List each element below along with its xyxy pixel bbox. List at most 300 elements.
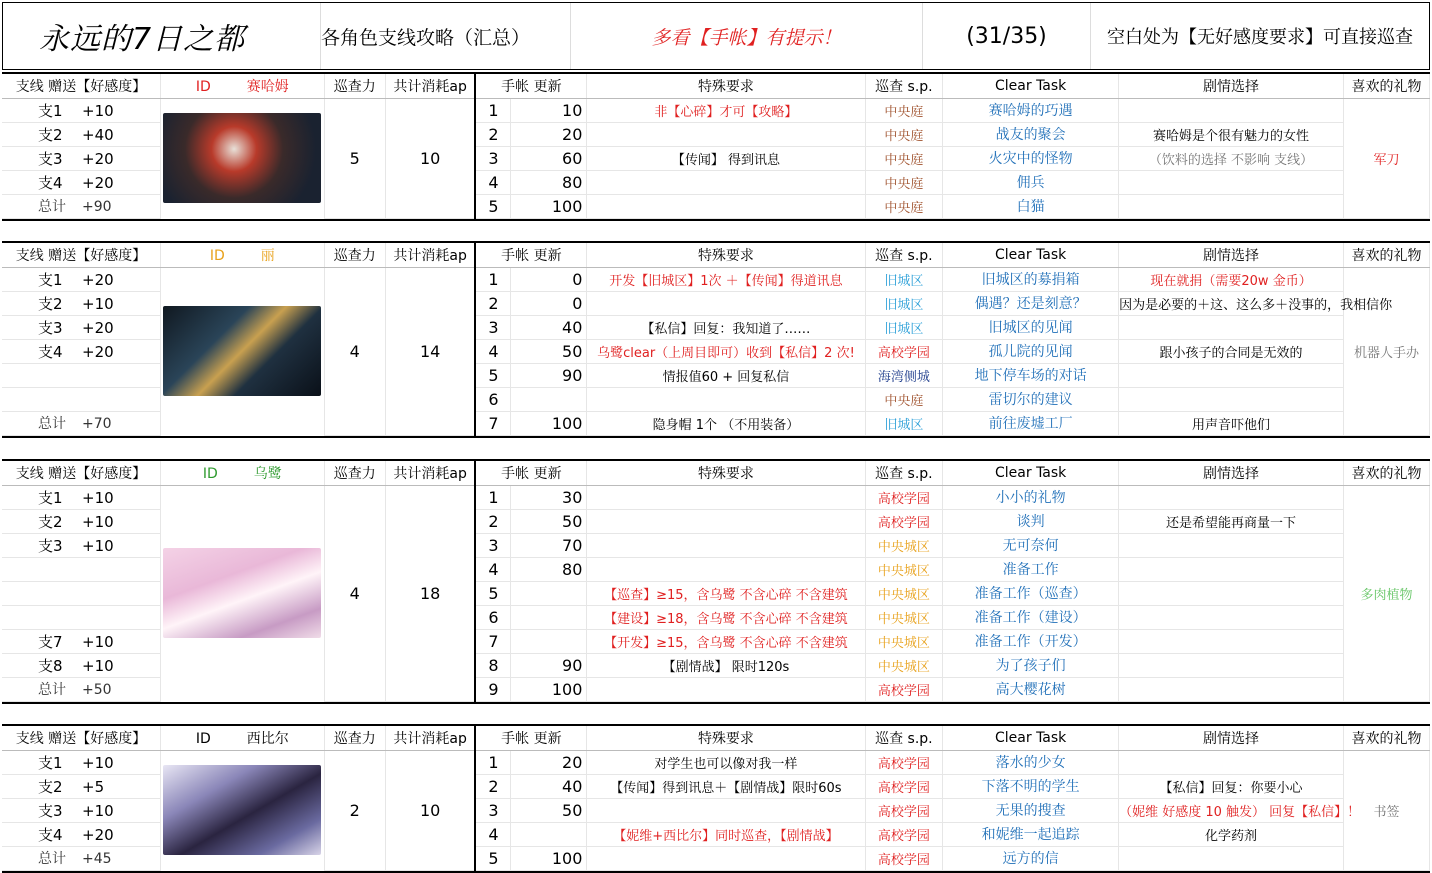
patrol-location: 中央城区 bbox=[865, 581, 943, 605]
affinity-cell bbox=[2, 291, 160, 315]
affinity-cell bbox=[2, 146, 160, 170]
header-ap: 共计消耗ap bbox=[385, 726, 475, 750]
diary-update: 50 bbox=[510, 798, 587, 822]
diary-update: 90 bbox=[510, 653, 587, 677]
ap-total: 14 bbox=[385, 267, 475, 435]
id-label: ID bbox=[202, 465, 218, 482]
patrol-location: 高校学园 bbox=[865, 846, 943, 870]
header-patrol: 巡查力 bbox=[324, 243, 385, 267]
diary-update bbox=[510, 581, 587, 605]
affinity-cell bbox=[2, 798, 160, 822]
special-requirement: 【妮维+西比尔】同时巡查，【剧情战】 bbox=[587, 822, 865, 846]
diary-update: 20 bbox=[510, 122, 587, 146]
plot-choice bbox=[1119, 363, 1344, 387]
affinity-cell bbox=[2, 267, 160, 291]
header-patrol: 巡查力 bbox=[324, 726, 385, 750]
plot-choice bbox=[1119, 653, 1344, 677]
affinity-cell bbox=[2, 677, 160, 701]
plot-choice bbox=[1119, 846, 1344, 870]
affinity-value: +45 bbox=[82, 851, 112, 867]
table-header-row bbox=[2, 461, 1430, 485]
step-index: 6 bbox=[475, 605, 510, 629]
clear-task: 赛哈姆的巧遇 bbox=[943, 98, 1119, 122]
plot-choice bbox=[1119, 315, 1344, 339]
branch-label: 总计 bbox=[38, 682, 66, 698]
branch-label: 支4 bbox=[38, 173, 63, 192]
patrol-power: 4 bbox=[324, 485, 385, 701]
plot-choice: 还是希望能再商量一下 bbox=[1119, 509, 1344, 533]
plot-choice bbox=[1119, 98, 1344, 122]
header-sp: 巡查 s.p. bbox=[865, 726, 943, 750]
special-requirement bbox=[587, 122, 865, 146]
plot-choice: 现在就捐（需要20w 金币） bbox=[1119, 267, 1344, 291]
patrol-power: 2 bbox=[324, 750, 385, 870]
clear-task: 准备工作 bbox=[943, 557, 1119, 581]
step-index: 3 bbox=[475, 798, 510, 822]
patrol-location: 中央城区 bbox=[865, 533, 943, 557]
plot-choice: 用声音吓他们 bbox=[1119, 411, 1344, 435]
header-affinity: 支线 赠送【好感度】 bbox=[2, 726, 160, 750]
character-section bbox=[2, 459, 1430, 704]
table-header-row bbox=[2, 726, 1430, 750]
guide-table bbox=[2, 74, 1430, 219]
header-clear-task: Clear Task bbox=[943, 74, 1119, 98]
note-text: 空白处为【无好感度要求】可直接巡查 bbox=[1107, 27, 1413, 48]
branch-label: 支4 bbox=[38, 342, 63, 361]
branch-label: 总计 bbox=[38, 851, 66, 867]
clear-task: 谈判 bbox=[943, 509, 1119, 533]
affinity-value: +10 bbox=[82, 656, 114, 675]
branch-label: 支1 bbox=[38, 270, 63, 289]
diary-update bbox=[510, 629, 587, 653]
patrol-location: 旧城区 bbox=[865, 267, 943, 291]
character-portrait bbox=[163, 765, 321, 855]
affinity-cell bbox=[2, 846, 160, 870]
branch-label: 支2 bbox=[38, 777, 63, 796]
step-index: 1 bbox=[475, 267, 510, 291]
patrol-location: 中央城区 bbox=[865, 605, 943, 629]
step-index: 5 bbox=[475, 363, 510, 387]
branch-label: 支2 bbox=[38, 294, 63, 313]
diary-update: 0 bbox=[510, 291, 587, 315]
clear-task: 和妮维一起追踪 bbox=[943, 822, 1119, 846]
affinity-cell bbox=[2, 605, 160, 629]
diary-update: 50 bbox=[510, 339, 587, 363]
special-requirement: 【剧情战】 限时120s bbox=[587, 653, 865, 677]
clear-task: 准备工作（巡查） bbox=[943, 581, 1119, 605]
special-requirement: 【私信】回复：我知道了…… bbox=[587, 315, 865, 339]
affinity-cell bbox=[2, 557, 160, 581]
step-index: 4 bbox=[475, 170, 510, 194]
character-name: 赛哈姆 bbox=[246, 78, 289, 95]
branch-label: 支3 bbox=[38, 801, 63, 820]
step-index: 8 bbox=[475, 653, 510, 677]
patrol-location: 高校学园 bbox=[865, 774, 943, 798]
plot-choice bbox=[1119, 677, 1344, 701]
patrol-location: 中央庭 bbox=[865, 387, 943, 411]
header-update: 手帐 更新 bbox=[475, 461, 586, 485]
header-plot: 剧情选择 bbox=[1119, 243, 1344, 267]
table-row bbox=[2, 485, 1430, 509]
ap-total: 10 bbox=[385, 750, 475, 870]
plot-choice bbox=[1119, 750, 1344, 774]
diary-update: 100 bbox=[510, 194, 587, 218]
plot-choice: （妮维 好感度 10 触发） 回复【私信】！ bbox=[1119, 798, 1344, 822]
affinity-cell bbox=[2, 533, 160, 557]
affinity-cell bbox=[2, 363, 160, 387]
branch-label: 支2 bbox=[38, 125, 63, 144]
character-portrait bbox=[163, 113, 321, 203]
plot-choice bbox=[1119, 194, 1344, 218]
clear-task: 雷切尔的建议 bbox=[943, 387, 1119, 411]
guide-table bbox=[2, 243, 1430, 436]
diary-update: 100 bbox=[510, 846, 587, 870]
header-update: 手帐 更新 bbox=[475, 726, 586, 750]
diary-update: 20 bbox=[510, 750, 587, 774]
step-index: 4 bbox=[475, 557, 510, 581]
header-id bbox=[160, 461, 324, 485]
patrol-location: 中央城区 bbox=[865, 557, 943, 581]
step-index: 9 bbox=[475, 677, 510, 701]
patrol-location: 中央庭 bbox=[865, 146, 943, 170]
patrol-power: 4 bbox=[324, 267, 385, 435]
header-requirement: 特殊要求 bbox=[587, 726, 865, 750]
clear-task: 下落不明的学生 bbox=[943, 774, 1119, 798]
step-index: 5 bbox=[475, 846, 510, 870]
affinity-cell bbox=[2, 485, 160, 509]
branch-label: 支3 bbox=[38, 536, 63, 555]
header-patrol: 巡查力 bbox=[324, 74, 385, 98]
plot-choice bbox=[1119, 629, 1344, 653]
favorite-gift: 书签 bbox=[1344, 750, 1430, 870]
clear-task: 高大樱花树 bbox=[943, 677, 1119, 701]
id-label: ID bbox=[195, 78, 211, 95]
header-id bbox=[160, 726, 324, 750]
plot-choice: 【私信】回复：你要小心 bbox=[1119, 774, 1344, 798]
special-requirement bbox=[587, 533, 865, 557]
header-patrol: 巡查力 bbox=[324, 461, 385, 485]
patrol-location: 中央庭 bbox=[865, 194, 943, 218]
affinity-cell bbox=[2, 122, 160, 146]
affinity-value: +20 bbox=[82, 825, 114, 844]
plot-choice: （饮料的选择 不影响 支线） bbox=[1119, 146, 1344, 170]
clear-task: 准备工作（开发） bbox=[943, 629, 1119, 653]
branch-label: 支1 bbox=[38, 101, 63, 120]
character-name: 丽 bbox=[260, 247, 275, 264]
ap-total: 18 bbox=[385, 485, 475, 701]
step-index: 2 bbox=[475, 122, 510, 146]
portrait-cell bbox=[160, 485, 324, 701]
affinity-value: +20 bbox=[82, 149, 114, 168]
step-index: 5 bbox=[475, 581, 510, 605]
clear-task: 孤儿院的见闻 bbox=[943, 339, 1119, 363]
clear-task: 佣兵 bbox=[943, 170, 1119, 194]
diary-update: 40 bbox=[510, 774, 587, 798]
clear-task: 旧城区的募捐箱 bbox=[943, 267, 1119, 291]
character-portrait bbox=[163, 306, 321, 396]
affinity-value: +40 bbox=[82, 125, 114, 144]
header-gift: 喜欢的礼物 bbox=[1344, 726, 1430, 750]
header-affinity: 支线 赠送【好感度】 bbox=[2, 243, 160, 267]
portrait-cell bbox=[160, 267, 324, 435]
branch-label: 支2 bbox=[38, 512, 63, 531]
clear-task: 火灾中的怪物 bbox=[943, 146, 1119, 170]
header-id bbox=[160, 243, 324, 267]
special-requirement: 【传闻】 得到讯息 bbox=[587, 146, 865, 170]
patrol-location: 中央城区 bbox=[865, 629, 943, 653]
header-id bbox=[160, 74, 324, 98]
affinity-value: +10 bbox=[82, 753, 114, 772]
special-requirement bbox=[587, 194, 865, 218]
special-requirement: 对学生也可以像对我一样 bbox=[587, 750, 865, 774]
header-requirement: 特殊要求 bbox=[587, 461, 865, 485]
affinity-cell bbox=[2, 194, 160, 218]
affinity-value: +20 bbox=[82, 173, 114, 192]
clear-task: 准备工作（建设） bbox=[943, 605, 1119, 629]
clear-task: 前往废墟工厂 bbox=[943, 411, 1119, 435]
special-requirement: 【建设】≥18，含乌鹭 不含心碎 不含建筑 bbox=[587, 605, 865, 629]
header-requirement: 特殊要求 bbox=[587, 74, 865, 98]
diary-update: 0 bbox=[510, 267, 587, 291]
step-index: 1 bbox=[475, 98, 510, 122]
patrol-location: 高校学园 bbox=[865, 750, 943, 774]
diary-update: 80 bbox=[510, 170, 587, 194]
plot-choice bbox=[1119, 485, 1344, 509]
step-index: 2 bbox=[475, 291, 510, 315]
diary-update: 10 bbox=[510, 98, 587, 122]
affinity-value: +20 bbox=[82, 318, 114, 337]
affinity-cell bbox=[2, 98, 160, 122]
header-update: 手帐 更新 bbox=[475, 74, 586, 98]
table-header-row bbox=[2, 243, 1430, 267]
character-section bbox=[2, 72, 1430, 221]
plot-choice bbox=[1119, 557, 1344, 581]
plot-choice: 因为是必要的＋这、这么多＋没事的，我相信你 bbox=[1119, 291, 1344, 315]
diary-update: 100 bbox=[510, 677, 587, 701]
affinity-value: +10 bbox=[82, 536, 114, 555]
clear-task: 地下停车场的对话 bbox=[943, 363, 1119, 387]
step-index: 2 bbox=[475, 509, 510, 533]
portrait-cell bbox=[160, 98, 324, 218]
patrol-location: 高校学园 bbox=[865, 677, 943, 701]
patrol-location: 高校学园 bbox=[865, 798, 943, 822]
affinity-cell bbox=[2, 387, 160, 411]
affinity-value: +90 bbox=[82, 199, 112, 215]
id-label: ID bbox=[195, 730, 211, 747]
header-sp: 巡查 s.p. bbox=[865, 461, 943, 485]
plot-choice bbox=[1119, 533, 1344, 557]
special-requirement bbox=[587, 846, 865, 870]
branch-label: 支3 bbox=[38, 318, 63, 337]
header-plot: 剧情选择 bbox=[1119, 726, 1344, 750]
affinity-value: +10 bbox=[82, 801, 114, 820]
branch-label: 总计 bbox=[38, 416, 66, 432]
step-index: 6 bbox=[475, 387, 510, 411]
affinity-value: +70 bbox=[82, 416, 112, 432]
diary-update: 40 bbox=[510, 315, 587, 339]
branch-label: 支1 bbox=[38, 753, 63, 772]
diary-update: 90 bbox=[510, 363, 587, 387]
step-index: 7 bbox=[475, 411, 510, 435]
clear-task: 白猫 bbox=[943, 194, 1119, 218]
page-title: 永远的7日之都 bbox=[3, 3, 321, 69]
header-ap: 共计消耗ap bbox=[385, 461, 475, 485]
plot-choice: 跟小孩子的合同是无效的 bbox=[1119, 339, 1344, 363]
progress-count: (31/35) bbox=[923, 3, 1091, 69]
affinity-cell bbox=[2, 629, 160, 653]
header-clear-task: Clear Task bbox=[943, 243, 1119, 267]
affinity-cell bbox=[2, 750, 160, 774]
favorite-gift: 多肉植物 bbox=[1344, 485, 1430, 701]
branch-label: 支3 bbox=[38, 149, 63, 168]
special-requirement bbox=[587, 509, 865, 533]
character-section bbox=[2, 724, 1430, 873]
affinity-cell bbox=[2, 509, 160, 533]
step-index: 1 bbox=[475, 750, 510, 774]
special-requirement: 【传闻】得到讯息＋【剧情战】限时60s bbox=[587, 774, 865, 798]
step-index: 3 bbox=[475, 315, 510, 339]
affinity-value: +50 bbox=[82, 682, 112, 698]
affinity-value: +10 bbox=[82, 294, 114, 313]
diary-update: 50 bbox=[510, 509, 587, 533]
affinity-cell bbox=[2, 170, 160, 194]
step-index: 2 bbox=[475, 774, 510, 798]
header-ap: 共计消耗ap bbox=[385, 243, 475, 267]
header-ap: 共计消耗ap bbox=[385, 74, 475, 98]
branch-label: 支1 bbox=[38, 488, 63, 507]
patrol-location: 旧城区 bbox=[865, 291, 943, 315]
page-subtitle: 各角色支线攻略（汇总） bbox=[321, 3, 571, 69]
plot-choice: 赛哈姆是个很有魅力的女性 bbox=[1119, 122, 1344, 146]
affinity-value: +10 bbox=[82, 512, 114, 531]
branch-label: 支8 bbox=[38, 656, 63, 675]
plot-choice bbox=[1119, 581, 1344, 605]
affinity-cell bbox=[2, 822, 160, 846]
affinity-value: +20 bbox=[82, 342, 114, 361]
step-index: 5 bbox=[475, 194, 510, 218]
header-gift: 喜欢的礼物 bbox=[1344, 461, 1430, 485]
header-affinity: 支线 赠送【好感度】 bbox=[2, 461, 160, 485]
special-requirement: 乌鹭clear（上周目即可）收到【私信】2 次! bbox=[587, 339, 865, 363]
favorite-gift: 军刀 bbox=[1344, 98, 1430, 218]
diary-update: 80 bbox=[510, 557, 587, 581]
table-row bbox=[2, 267, 1430, 291]
header-clear-task: Clear Task bbox=[943, 461, 1119, 485]
affinity-value: +10 bbox=[82, 632, 114, 651]
patrol-location: 高校学园 bbox=[865, 509, 943, 533]
affinity-value: +10 bbox=[82, 101, 114, 120]
special-requirement: 【巡查】≥15，含乌鹭 不含心碎 不含建筑 bbox=[587, 581, 865, 605]
step-index: 1 bbox=[475, 485, 510, 509]
page-header bbox=[2, 2, 1430, 70]
id-label: ID bbox=[209, 247, 225, 264]
special-requirement: 非【心碎】才可【攻略】 bbox=[587, 98, 865, 122]
patrol-location: 中央庭 bbox=[865, 98, 943, 122]
patrol-location: 中央城区 bbox=[865, 653, 943, 677]
clear-task: 无可奈何 bbox=[943, 533, 1119, 557]
branch-label: 支7 bbox=[38, 632, 63, 651]
step-index: 7 bbox=[475, 629, 510, 653]
special-requirement: 情报值60 + 回复私信 bbox=[587, 363, 865, 387]
step-index: 3 bbox=[475, 533, 510, 557]
patrol-location: 旧城区 bbox=[865, 315, 943, 339]
favorite-gift: 机器人手办 bbox=[1344, 267, 1430, 435]
clear-task: 无果的搜查 bbox=[943, 798, 1119, 822]
special-requirement bbox=[587, 557, 865, 581]
diary-update: 60 bbox=[510, 146, 587, 170]
step-index: 3 bbox=[475, 146, 510, 170]
header-plot: 剧情选择 bbox=[1119, 461, 1344, 485]
diary-update bbox=[510, 605, 587, 629]
diary-update: 70 bbox=[510, 533, 587, 557]
clear-task: 战友的聚会 bbox=[943, 122, 1119, 146]
special-requirement bbox=[587, 485, 865, 509]
affinity-cell bbox=[2, 315, 160, 339]
special-requirement bbox=[587, 170, 865, 194]
patrol-power: 5 bbox=[324, 98, 385, 218]
affinity-value: +20 bbox=[82, 270, 114, 289]
diary-update bbox=[510, 387, 587, 411]
diary-update: 30 bbox=[510, 485, 587, 509]
affinity-cell bbox=[2, 653, 160, 677]
branch-label: 总计 bbox=[38, 199, 66, 215]
step-index: 4 bbox=[475, 822, 510, 846]
patrol-location: 中央庭 bbox=[865, 122, 943, 146]
special-requirement: 【开发】≥15，含乌鹭 不含心碎 不含建筑 bbox=[587, 629, 865, 653]
patrol-location: 海湾侧城 bbox=[865, 363, 943, 387]
affinity-cell bbox=[2, 581, 160, 605]
diary-update bbox=[510, 822, 587, 846]
plot-choice bbox=[1119, 605, 1344, 629]
diary-update: 100 bbox=[510, 411, 587, 435]
header-plot: 剧情选择 bbox=[1119, 74, 1344, 98]
patrol-location: 高校学园 bbox=[865, 485, 943, 509]
table-row bbox=[2, 750, 1430, 774]
character-portrait bbox=[163, 548, 321, 638]
table-row bbox=[2, 98, 1430, 122]
header-sp: 巡查 s.p. bbox=[865, 243, 943, 267]
guide-table bbox=[2, 726, 1430, 871]
header-sp: 巡查 s.p. bbox=[865, 74, 943, 98]
patrol-location: 高校学园 bbox=[865, 339, 943, 363]
clear-task: 旧城区的见闻 bbox=[943, 315, 1119, 339]
step-index: 4 bbox=[475, 339, 510, 363]
patrol-location: 中央庭 bbox=[865, 170, 943, 194]
header-gift: 喜欢的礼物 bbox=[1344, 243, 1430, 267]
clear-task: 落水的少女 bbox=[943, 750, 1119, 774]
header-affinity: 支线 赠送【好感度】 bbox=[2, 74, 160, 98]
affinity-cell bbox=[2, 411, 160, 435]
hint-text: 多看【手帐】有提示！ bbox=[571, 3, 923, 69]
special-requirement bbox=[587, 387, 865, 411]
special-requirement: 开发【旧城区】1次 ＋【传闻】得道讯息 bbox=[587, 267, 865, 291]
affinity-cell bbox=[2, 774, 160, 798]
table-header-row bbox=[2, 74, 1430, 98]
special-requirement bbox=[587, 291, 865, 315]
ap-total: 10 bbox=[385, 98, 475, 218]
special-requirement: 隐身帽 1个 （不用装备） bbox=[587, 411, 865, 435]
clear-task: 小小的礼物 bbox=[943, 485, 1119, 509]
affinity-cell bbox=[2, 339, 160, 363]
special-requirement bbox=[587, 677, 865, 701]
portrait-cell bbox=[160, 750, 324, 870]
header-gift: 喜欢的礼物 bbox=[1344, 74, 1430, 98]
plot-choice bbox=[1119, 170, 1344, 194]
patrol-location: 高校学园 bbox=[865, 822, 943, 846]
header-update: 手帐 更新 bbox=[475, 243, 586, 267]
plot-choice bbox=[1119, 387, 1344, 411]
special-requirement bbox=[587, 798, 865, 822]
